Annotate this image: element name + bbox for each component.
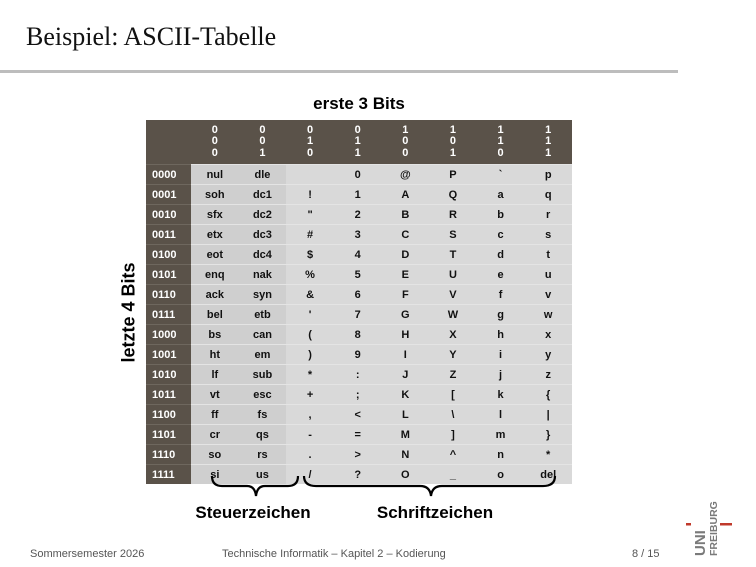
control-char-cell: rs — [239, 445, 287, 465]
char-cell: O — [382, 465, 430, 485]
control-char-cell: ff — [191, 405, 239, 425]
char-cell: S — [429, 225, 477, 245]
char-cell: @ — [382, 165, 430, 185]
char-cell: 0 — [334, 165, 382, 185]
control-char-cell: vt — [191, 385, 239, 405]
char-cell: = — [334, 425, 382, 445]
column-header-bit: 1 — [545, 146, 552, 159]
row-header: 0100 — [146, 245, 191, 265]
char-cell: X — [429, 325, 477, 345]
char-cell: m — [477, 425, 525, 445]
char-cell: s — [524, 225, 572, 245]
char-cell: 9 — [334, 345, 382, 365]
char-cell: . — [286, 445, 334, 465]
column-header-bit: 0 — [497, 146, 504, 159]
column-header-bit: 0 — [354, 123, 361, 136]
row-header: 0000 — [146, 165, 191, 185]
control-char-cell: dc3 — [239, 225, 287, 245]
logo-freiburg-text: FREIBURG — [708, 501, 720, 556]
logo-accent-bar — [686, 523, 691, 526]
char-cell: \ — [429, 405, 477, 425]
column-header-bit: 1 — [497, 123, 504, 136]
row-header: 0111 — [146, 305, 191, 325]
char-cell: a — [477, 185, 525, 205]
char-cell: > — [334, 445, 382, 465]
char-cell: C — [382, 225, 430, 245]
row-header: 1011 — [146, 385, 191, 405]
control-char-cell: fs — [239, 405, 287, 425]
char-cell: t — [524, 245, 572, 265]
control-char-cell: etx — [191, 225, 239, 245]
char-cell: e — [477, 265, 525, 285]
column-header-bit: 1 — [545, 135, 552, 148]
char-cell: D — [382, 245, 430, 265]
char-cell: & — [286, 285, 334, 305]
column-header-bit: 0 — [307, 123, 314, 136]
column-header-bit: 1 — [402, 123, 409, 136]
char-cell: A — [382, 185, 430, 205]
char-cell: p — [524, 165, 572, 185]
char-cell: _ — [429, 465, 477, 485]
control-chars-label: Steuerzeichen — [195, 503, 311, 522]
column-header-bit: 1 — [354, 146, 361, 159]
char-cell: * — [524, 445, 572, 465]
char-cell: L — [382, 405, 430, 425]
row-header: 0101 — [146, 265, 191, 285]
char-cell: Q — [429, 185, 477, 205]
control-char-cell: can — [239, 325, 287, 345]
control-char-cell: eot — [191, 245, 239, 265]
char-cell: M — [382, 425, 430, 445]
char-cell: 1 — [334, 185, 382, 205]
control-char-cell: sub — [239, 365, 287, 385]
footer-page-number: 8 / 15 — [632, 548, 660, 560]
char-cell: ] — [429, 425, 477, 445]
control-char-cell: ht — [191, 345, 239, 365]
char-cell: : — [334, 365, 382, 385]
char-cell: % — [286, 265, 334, 285]
column-header-bit: 0 — [402, 146, 409, 159]
char-cell: P — [429, 165, 477, 185]
char-cell: z — [524, 365, 572, 385]
control-char-cell: ack — [191, 285, 239, 305]
column-header-bit: 0 — [259, 123, 266, 136]
footer-semester: Sommersemester 2026 — [30, 548, 145, 560]
char-cell: $ — [286, 245, 334, 265]
char-cell: c — [477, 225, 525, 245]
char-cell: < — [334, 405, 382, 425]
char-cell: R — [429, 205, 477, 225]
char-cell: 7 — [334, 305, 382, 325]
column-axis-caption: erste 3 Bits — [313, 94, 405, 113]
char-cell: b — [477, 205, 525, 225]
char-cell: / — [286, 465, 334, 485]
char-cell: U — [429, 265, 477, 285]
column-header-bit: 0 — [307, 146, 314, 159]
control-char-cell: syn — [239, 285, 287, 305]
control-char-cell: qs — [239, 425, 287, 445]
char-cell: + — [286, 385, 334, 405]
control-char-cell: so — [191, 445, 239, 465]
char-cell: ^ — [429, 445, 477, 465]
control-char-cell: bs — [191, 325, 239, 345]
printable-chars-label: Schriftzeichen — [376, 503, 494, 522]
char-cell: } — [524, 425, 572, 445]
char-cell: o — [477, 465, 525, 485]
char-cell: i — [477, 345, 525, 365]
char-cell: 5 — [334, 265, 382, 285]
char-cell: n — [477, 445, 525, 465]
char-cell: { — [524, 385, 572, 405]
char-cell: ! — [286, 185, 334, 205]
char-cell: h — [477, 325, 525, 345]
control-char-cell: soh — [191, 185, 239, 205]
row-header: 0010 — [146, 205, 191, 225]
char-cell: " — [286, 205, 334, 225]
char-cell: | — [524, 405, 572, 425]
char-cell: K — [382, 385, 430, 405]
char-cell: y — [524, 345, 572, 365]
logo-accent-bar — [720, 523, 732, 526]
char-cell: 3 — [334, 225, 382, 245]
column-header-bit: 1 — [497, 135, 504, 148]
control-char-cell: enq — [191, 265, 239, 285]
control-char-cell: bel — [191, 305, 239, 325]
char-cell: , — [286, 405, 334, 425]
char-cell: q — [524, 185, 572, 205]
control-brace — [212, 476, 298, 496]
column-header-bit: 0 — [449, 135, 456, 148]
char-cell: 6 — [334, 285, 382, 305]
row-header: 1001 — [146, 345, 191, 365]
char-cell: # — [286, 225, 334, 245]
char-cell: g — [477, 305, 525, 325]
char-cell: N — [382, 445, 430, 465]
logo-uni-text: UNI — [692, 530, 709, 556]
control-char-cell: etb — [239, 305, 287, 325]
char-cell: * — [286, 365, 334, 385]
char-cell: d — [477, 245, 525, 265]
char-cell: v — [524, 285, 572, 305]
char-cell: f — [477, 285, 525, 305]
control-char-cell: esc — [239, 385, 287, 405]
char-cell: F — [382, 285, 430, 305]
char-cell: ? — [334, 465, 382, 485]
char-cell: ; — [334, 385, 382, 405]
footer-course: Technische Informatik – Kapitel 2 – Kodierung — [222, 548, 446, 560]
char-cell: j — [477, 365, 525, 385]
control-char-cell: dc2 — [239, 205, 287, 225]
row-axis-caption: letzte 4 Bits — [118, 262, 139, 363]
char-cell: ) — [286, 345, 334, 365]
char-cell: Z — [429, 365, 477, 385]
char-cell: ` — [477, 165, 525, 185]
column-header-bit: 0 — [211, 123, 218, 136]
char-cell: w — [524, 305, 572, 325]
column-header-bit: 0 — [402, 135, 409, 148]
char-cell: W — [429, 305, 477, 325]
printable-brace — [304, 476, 555, 496]
control-char-cell: cr — [191, 425, 239, 445]
control-char-cell: si — [191, 465, 239, 485]
char-cell: u — [524, 265, 572, 285]
char-cell: J — [382, 365, 430, 385]
char-cell: del — [524, 465, 572, 485]
control-char-cell: dle — [239, 165, 287, 185]
control-char-cell: nul — [191, 165, 239, 185]
char-cell: - — [286, 425, 334, 445]
control-char-cell: us — [239, 465, 287, 485]
char-cell: ' — [286, 305, 334, 325]
column-header-bit: 1 — [307, 135, 314, 148]
control-char-cell: lf — [191, 365, 239, 385]
control-char-cell: em — [239, 345, 287, 365]
control-char-cell: sfx — [191, 205, 239, 225]
row-header: 0110 — [146, 285, 191, 305]
row-header: 0001 — [146, 185, 191, 205]
row-header: 1010 — [146, 365, 191, 385]
char-cell: x — [524, 325, 572, 345]
char-cell: E — [382, 265, 430, 285]
row-header: 1000 — [146, 325, 191, 345]
column-header-bit: 0 — [211, 135, 218, 148]
char-cell: 8 — [334, 325, 382, 345]
char-cell: 2 — [334, 205, 382, 225]
char-cell: T — [429, 245, 477, 265]
university-logo — [686, 482, 746, 562]
char-cell: V — [429, 285, 477, 305]
column-header-bit: 1 — [259, 146, 266, 159]
char-cell: G — [382, 305, 430, 325]
char-cell: l — [477, 405, 525, 425]
control-char-cell: dc4 — [239, 245, 287, 265]
slide-title: Beispiel: ASCII-Tabelle — [26, 22, 277, 51]
row-header: 1111 — [146, 465, 191, 485]
char-cell: B — [382, 205, 430, 225]
column-header-bit: 1 — [449, 123, 456, 136]
control-char-cell: nak — [239, 265, 287, 285]
char-cell: r — [524, 205, 572, 225]
column-header-bit: 1 — [354, 135, 361, 148]
control-char-cell: dc1 — [239, 185, 287, 205]
char-cell: [ — [429, 385, 477, 405]
row-header: 1100 — [146, 405, 191, 425]
column-header-bit: 0 — [259, 135, 266, 148]
row-header: 0011 — [146, 225, 191, 245]
char-cell: Y — [429, 345, 477, 365]
column-header-bit: 1 — [545, 123, 552, 136]
char-cell: H — [382, 325, 430, 345]
char-cell: I — [382, 345, 430, 365]
row-header: 1101 — [146, 425, 191, 445]
char-cell: ( — [286, 325, 334, 345]
char-cell: 4 — [334, 245, 382, 265]
char-cell: k — [477, 385, 525, 405]
row-header: 1110 — [146, 445, 191, 465]
column-header-bit: 1 — [449, 146, 456, 159]
column-header-bit: 0 — [211, 146, 218, 159]
